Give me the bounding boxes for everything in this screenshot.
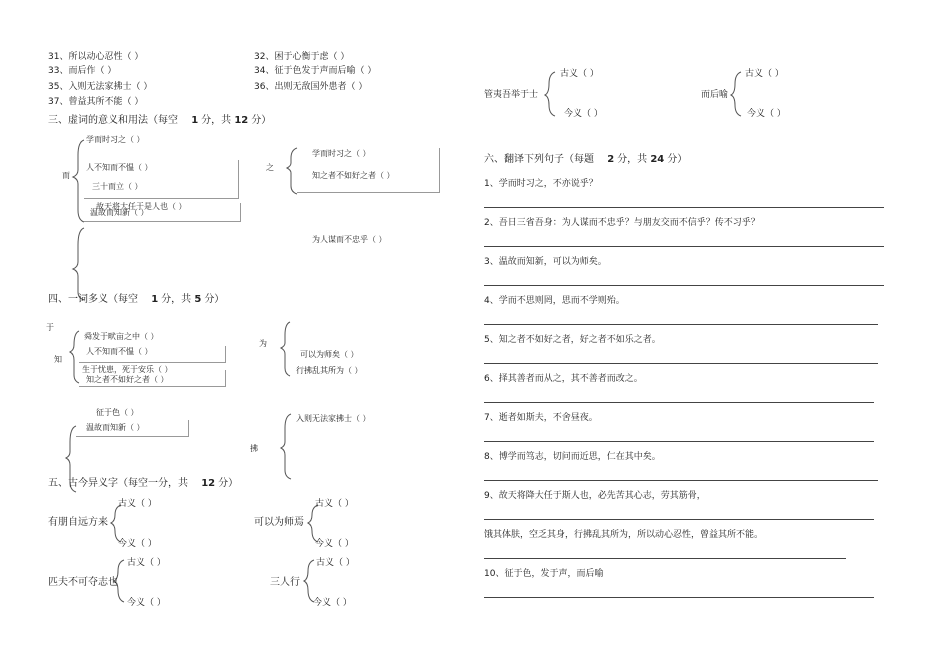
er-item-3: 三十而立（ ） <box>92 182 143 191</box>
sec3-end: 分） <box>251 115 272 126</box>
brace-g5 <box>545 72 555 116</box>
yu-item-3: 生于忧患，死于安乐（ ） <box>82 365 173 374</box>
char-er: 而 <box>62 171 70 180</box>
section6-heading <box>484 155 687 165</box>
sec5-title: 五、古今异义字（每空一分，共 <box>48 478 188 489</box>
sentence-6: 6、择其善者而从之，其不善者而改之。 <box>484 374 643 384</box>
sec3-n1: 1 <box>191 115 199 126</box>
char-wei: 为 <box>259 339 267 348</box>
wei-item-1: 可以为师矣（ ） <box>300 350 359 359</box>
sec4-n2: 5 <box>194 294 202 305</box>
section3-heading <box>48 116 271 126</box>
g1-jin: 今义（ ） <box>118 539 157 549</box>
sec5-n: 12 <box>201 478 216 489</box>
q35: 35、入则无法家拂士（ ） <box>48 82 153 92</box>
yu-item-4: 知之者不如好之者（ ） <box>86 375 169 384</box>
g4-jin: 今义（ ） <box>313 598 352 608</box>
answer-line-7[interactable] <box>484 441 874 442</box>
sec4-mid: 分，共 <box>161 294 192 305</box>
q37: 37、曾益其所不能（ ） <box>48 97 144 107</box>
g1-word: 有朋自远方来 <box>48 517 108 528</box>
answer-line-9[interactable] <box>484 519 874 520</box>
q36: 36、出则无敌国外患者（ ） <box>254 82 368 92</box>
answer-line-1[interactable] <box>484 207 884 208</box>
zheng-item-2: 温故而知新（ ） <box>86 423 145 432</box>
section5-heading <box>48 479 238 489</box>
yu-item-1: 舜发于畎亩之中（ ） <box>84 332 159 341</box>
answer-line-4[interactable] <box>484 324 878 325</box>
g3-gu: 古义（ ） <box>127 558 166 568</box>
sec5-end: 分） <box>218 478 239 489</box>
sec3-title: 三、虚词的意义和用法（每空 <box>48 115 178 126</box>
er-item-2: 人不知而不愠（ ） <box>86 163 153 172</box>
answer-line-5[interactable] <box>484 363 878 364</box>
brace-er <box>73 140 84 222</box>
g4-gu: 古义（ ） <box>316 558 355 568</box>
sec6-title: 六、翻译下列句子（每题 <box>484 154 594 165</box>
brace-g2 <box>308 505 318 542</box>
g3-jin: 今义（ ） <box>127 598 166 608</box>
q32: 32、困于心衡于虑（ ） <box>254 52 350 62</box>
sec4-end: 分） <box>204 294 225 305</box>
g6-word: 而后喻 <box>701 90 729 100</box>
g6-jin: 今义（ ） <box>747 109 786 119</box>
sec3-mid: 分，共 <box>201 115 232 126</box>
g2-word: 可以为师焉 <box>254 517 304 528</box>
er-item-1: 学而时习之（ ） <box>86 135 145 144</box>
sentence-4: 4、学而不思则罔，思而不学则殆。 <box>484 296 625 306</box>
char-zhi: 之 <box>266 163 274 172</box>
char-fu: 拂 <box>250 444 258 453</box>
fu-item: 入则无法家拂士（ ） <box>296 414 371 423</box>
zhi-item-1: 学而时习之（ ） <box>312 149 371 158</box>
zheng-item-1: 征于色（ ） <box>96 408 139 417</box>
g5-gu: 古义（ ） <box>560 69 599 79</box>
g2-jin: 今义（ ） <box>315 539 354 549</box>
brace-g6 <box>731 72 741 116</box>
g1-gu: 古义（ ） <box>118 499 157 509</box>
g6-gu: 古义（ ） <box>745 69 784 79</box>
char-zhi-2: 知 <box>54 355 62 364</box>
brace-g4 <box>304 560 314 602</box>
brace-yu-zhi <box>70 331 79 383</box>
answer-line-10[interactable] <box>484 597 874 598</box>
answer-line-8[interactable] <box>484 480 878 481</box>
sentence-3: 3、温故而知新，可以为师矣。 <box>484 257 607 267</box>
answer-line-2[interactable] <box>484 246 884 247</box>
yu-item-2: 人不知而不愠（ ） <box>86 347 153 356</box>
brace-zhi <box>287 148 297 194</box>
sec4-n1: 1 <box>151 294 159 305</box>
q33: 33、而后作（ ） <box>48 66 117 76</box>
section4-heading <box>48 295 224 305</box>
sec6-n2: 24 <box>650 154 665 165</box>
g3-word: 匹夫不可夺志也 <box>48 577 118 588</box>
q31: 31、所以动心忍性（ ） <box>48 52 144 62</box>
sentence-7: 7、逝者如斯夫，不舍昼夜。 <box>484 413 598 423</box>
sentence-1: 1、学而时习之，不亦说乎？ <box>484 179 598 189</box>
zhi-item-2: 知之者不如好之者（ ） <box>312 171 395 180</box>
g4-word: 三人行 <box>270 577 300 588</box>
sec3-n2: 12 <box>234 115 249 126</box>
answer-line-6[interactable] <box>484 402 874 403</box>
sentence-10: 10、征于色，发于声，而后喻 <box>484 569 604 579</box>
sec6-n1: 2 <box>607 154 615 165</box>
er-item-4: 故天将大任于是人也（ ） <box>96 202 187 211</box>
er-item-5: 温故而知新（ ） <box>90 208 149 217</box>
answer-line-3[interactable] <box>484 285 884 286</box>
sec6-end: 分） <box>667 154 688 165</box>
q34: 34、征于色发于声而后喻（ ） <box>254 66 377 76</box>
sec6-mid: 分，共 <box>617 154 648 165</box>
g2-gu: 古义（ ） <box>315 499 354 509</box>
brace-hu <box>73 228 84 300</box>
g5-jin: 今义（ ） <box>564 109 603 119</box>
sentence-8: 8、博学而笃志，切问而近思，仁在其中矣。 <box>484 452 661 462</box>
brace-wei <box>281 322 290 376</box>
hu-item: 为人谋而不忠乎（ ） <box>312 235 387 244</box>
char-yu: 于 <box>46 323 54 332</box>
sec4-title: 四、一词多义（每空 <box>48 294 138 305</box>
sentence-9-continued: 饿其体肤，空乏其身，行拂乱其所为，所以动心忍性，曾益其所不能。 <box>484 530 764 540</box>
brace-g1 <box>111 505 121 542</box>
sentence-9: 9、故天将降大任于斯人也，必先苦其心志，劳其筋骨， <box>484 491 706 501</box>
wei-item-2: 行拂乱其所为（ ） <box>296 366 363 375</box>
answer-line-9b[interactable] <box>484 558 846 559</box>
g5-word: 管夷吾举于士 <box>484 90 539 100</box>
sentence-2: 2、吾日三省吾身：为人谋而不忠乎？与朋友交而不信乎？传不习乎？ <box>484 218 760 228</box>
brace-fu <box>281 414 291 479</box>
sentence-5: 5、知之者不如好之者，好之者不如乐之者。 <box>484 335 661 345</box>
